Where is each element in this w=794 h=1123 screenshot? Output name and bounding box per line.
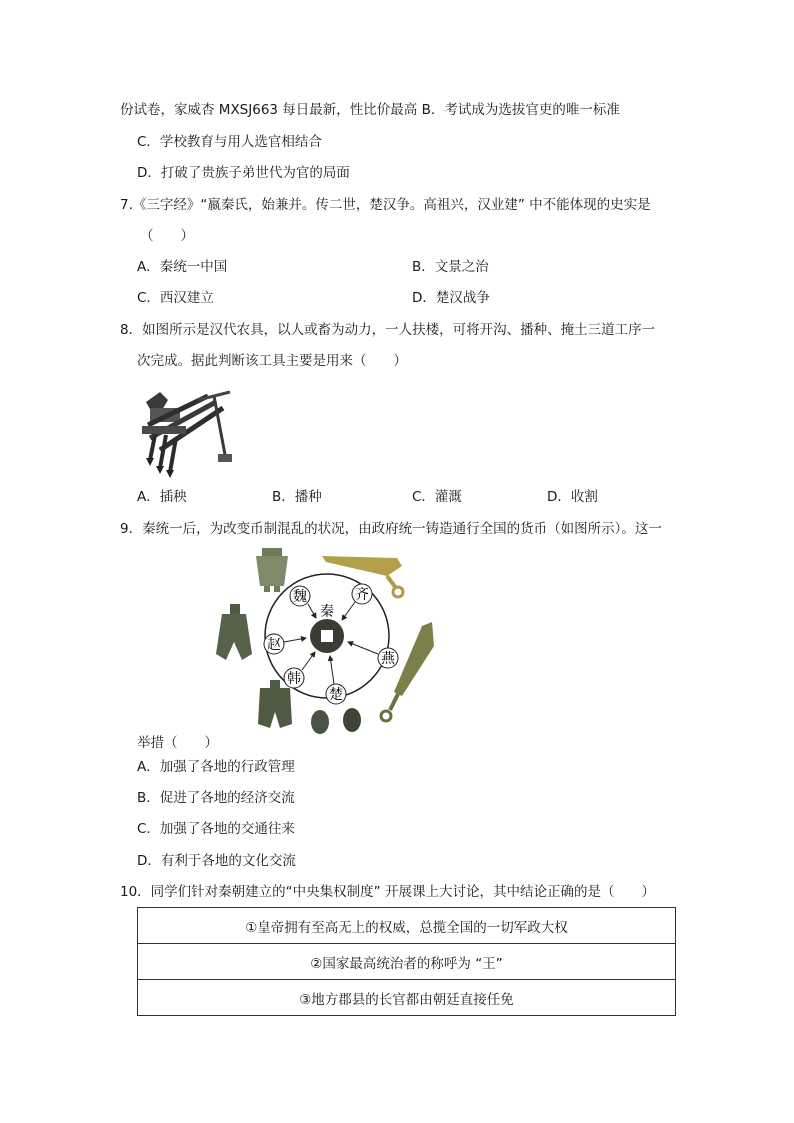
q7-option-d: D．楚汉战争 [412,290,490,306]
qin-coin-unification-diagram [212,546,442,734]
state-label-han: 韩 [287,671,301,687]
q9-option-d: D．有利于各地的文化交流 [137,853,296,869]
q7-stem: 7.《三字经》“嬴秦氏，始兼并。传二世，楚汉争。高祖兴，汉业建” 中不能体现的史实是 [120,197,651,213]
q8-stem: 8．如图所示是汉代农具，以人或畜为动力，一人扶楼，可将开沟、播种、掩土三道工序一 [120,322,656,338]
q7-option-c: C．西汉建立 [137,290,214,306]
q6-option-c: C．学校教育与用人选官相结合 [137,134,322,150]
statement-3: ③地方郡县的长官都由朝廷直接任免 [138,980,676,1016]
statement-2: ②国家最高统治者的称呼为 “王” [138,944,676,980]
q7-option-a: A．秦统一中国 [137,259,228,275]
diagram-center-label: 秦 [320,604,334,620]
state-label-wei: 魏 [293,589,307,605]
state-label-yan: 燕 [381,651,395,667]
q9-option-a: A．加强了各地的行政管理 [137,759,295,775]
q9-stem: 9．秦统一后，为改变币制混乱的状况，由政府统一铸造通行全国的货币（如图所示）。这一 [120,521,662,537]
state-label-qi: 齐 [355,587,369,603]
q7-option-b: B．文景之治 [412,259,489,275]
q7-stem-blank: （ ） [140,228,194,244]
table-row [138,980,676,1016]
q8-option-d: D．收割 [547,489,598,505]
spade-coin-icon [258,680,292,728]
table-row [138,944,676,980]
q8-option-a: A．插秧 [137,489,187,505]
state-label-zhao: 赵 [267,637,281,653]
q6-option-d: D．打破了贵族子弟世代为官的局面 [137,165,350,181]
statement-1: ①皇帝拥有至高无上的权威，总揽全国的一切军政大权 [138,908,676,944]
q8-option-c: C．灌溉 [412,489,462,505]
q8-option-b: B．播种 [272,489,322,505]
q6-continued-text: 份试卷，家威杏 MXSJ663 每日最新，性比价最高 B．考试成为选拔官吏的唯一标准 [120,102,620,118]
q8-stem-cont: 次完成。据此判断该工具主要是用来（ ） [137,353,407,369]
q10-stem: 10．同学们针对秦朝建立的“中央集权制度” 开展课上大讨论，其中结论正确的是（ ） [120,884,655,900]
table-row [138,908,676,944]
han-seed-drill-image [138,380,238,480]
q9-option-c: C．加强了各地的交通往来 [137,821,295,837]
q9-option-b: B．促进了各地的经济交流 [137,790,295,806]
spade-coin-icon [216,604,252,660]
q10-statements-table [137,907,676,1016]
state-label-chu: 楚 [329,687,343,703]
spade-coin-icon [256,548,288,592]
q9-stem-cont: 举措（ ） [137,735,218,751]
